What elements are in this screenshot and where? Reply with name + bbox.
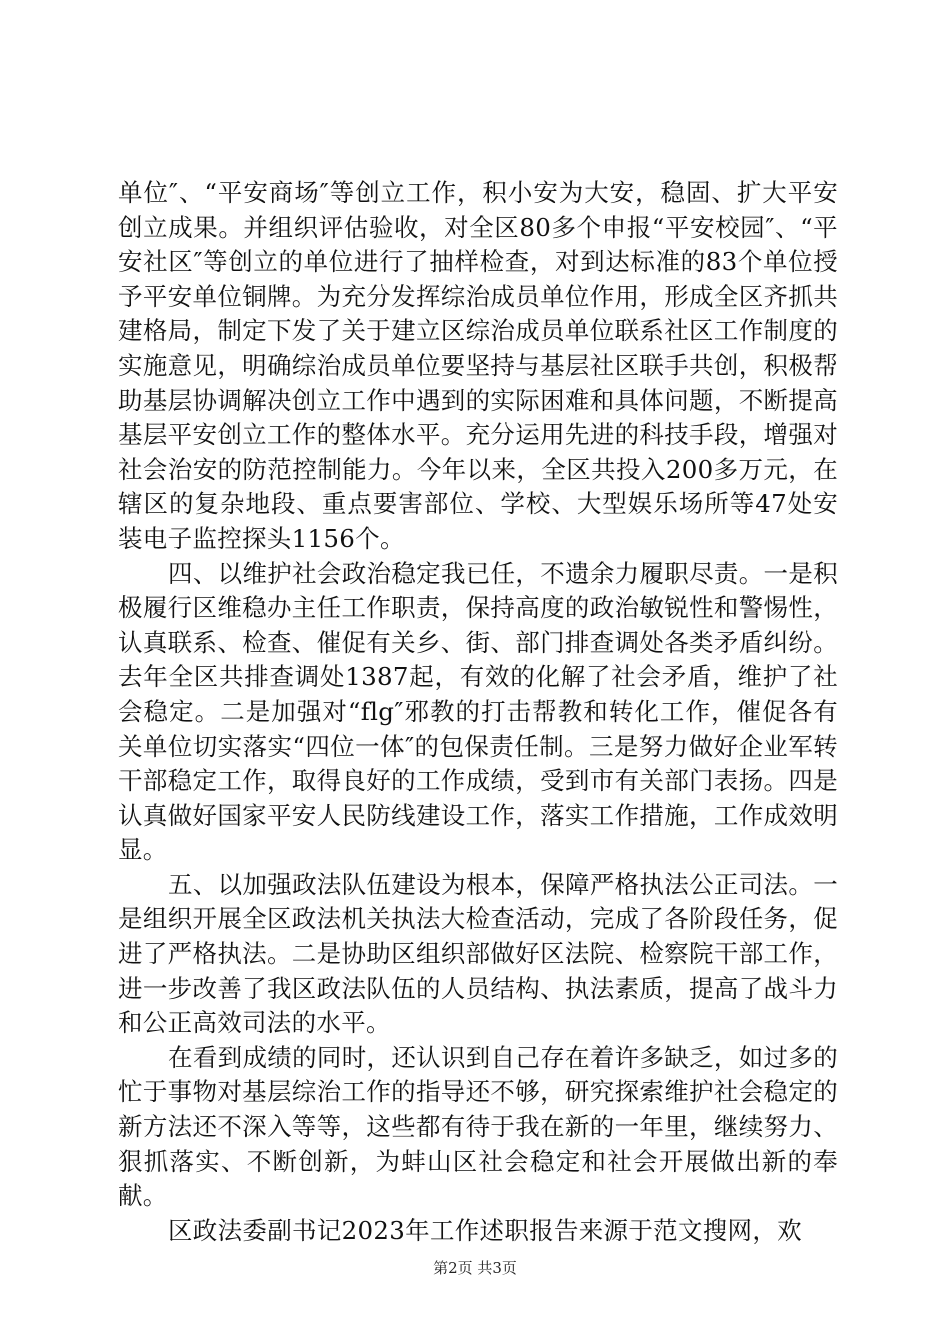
paragraph-section-five: 五、以加强政法队伍建设为根本，保障严格执法公正司法。一是组织开展全区政法机关执法大检查活动，完成了各阶段任务，促进了严格执法。二是协助区组织部做好区法院、检察院干部工作，进一步改善了我区政法队伍的人员结构、执法素质，提高了战斗力和公正高效司法的水平。 xyxy=(118,869,838,1038)
paragraph-source-note: 区政法委副书记2023年工作述职报告来源于范文搜网，欢 xyxy=(168,1215,802,1245)
paragraph-shortcomings: 在看到成绩的同时，还认识到自己存在着许多缺乏，如过多的忙于事物对基层综治工作的指导还不够，研究探索维护社会稳定的新方法还不深入等等，这些都有待于我在新的一年里，继续努力、狠抓落实、不断创新，为蚌山区社会稳定和社会开展做出新的奉献。 xyxy=(118,1042,838,1211)
document-body xyxy=(118,176,838,1248)
paragraph-continuation: 单位″、“平安商场″等创立工作，积小安为大安，稳固、扩大平安创立成果。并组织评估验收，对全区80多个申报“平安校园″、“平安社区″等创立的单位进行了抽样检查，对到达标准的83个单位授予平安单位铜牌。为充分发挥综治成员单位作用，形成全区齐抓共建格局，制定下发了关于建立区综治成员单位联系社区工作制度的实施意见，明确综治成员单位要坚持与基层社区联手共创，积极帮助基层协调解决创立工作中遇到的实际困难和具体问题，不断提高基层平安创立工作的整体水平。充分运用先进的科技手段，增强对社会治安的防范控制能力。今年以来，全区共投入200多万元，在辖区的复杂地段、重点要害部位、学校、大型娱乐场所等47处安装电子监控探头1156个。 xyxy=(118,178,838,553)
paragraph-section-four: 四、以维护社会政治稳定我已任，不遗余力履职尽责。一是积极履行区维稳办主任工作职责，保持高度的政治敏锐性和警惕性，认真联系、检查、催促有关乡、街、部门排查调处各类矛盾纠纷。去年全区共排查调处1387起，有效的化解了社会矛盾，维护了社会稳定。二是加强对“flg″邪教的打击帮教和转化工作，催促各有关单位切实落实“四位一体″的包保责任制。三是努力做好企业军转干部稳定工作，取得良好的工作成绩，受到市有关部门表扬。四是认真做好国家平安人民防线建设工作，落实工作措施，工作成效明显。 xyxy=(118,558,838,865)
page-number-footer: 第2页 共3页 xyxy=(433,1259,517,1277)
